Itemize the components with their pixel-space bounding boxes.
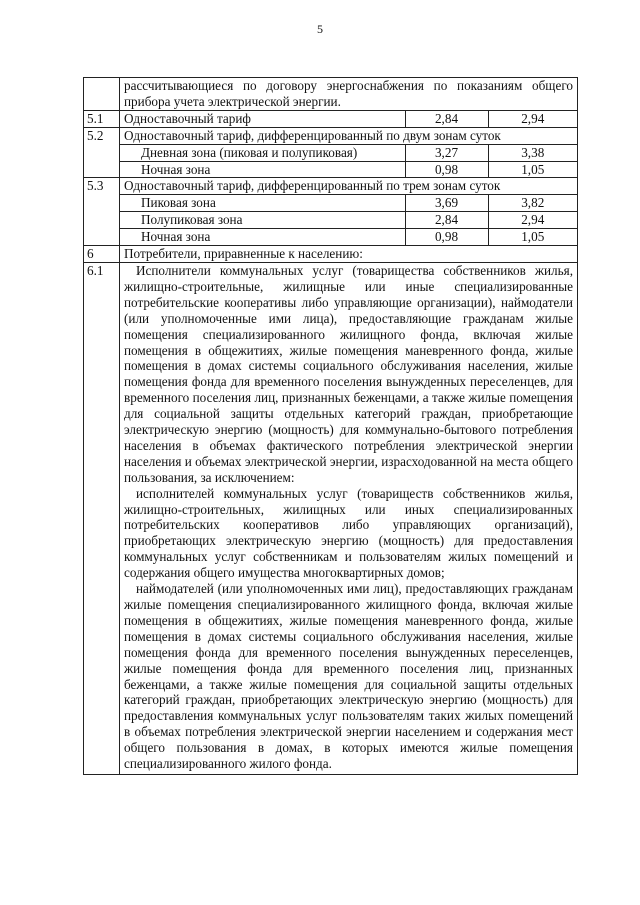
table-row: [84, 78, 578, 111]
sub-label: Пиковая зона: [120, 195, 405, 212]
value-cell: 2,94: [521, 110, 545, 126]
value-cell: 3,82: [488, 195, 577, 212]
row-number: 5.2: [84, 127, 120, 178]
row-number: 6.1: [84, 262, 120, 774]
continuation-text: рассчитывающиеся по договору энергоснабжения по показаниям общего прибора учета электрической энергии.: [120, 78, 578, 111]
row-number: 5.3: [84, 178, 120, 246]
value-cell: 3,38: [488, 144, 577, 161]
row-number: 5.1: [84, 110, 120, 127]
sub-row: [120, 195, 577, 212]
sub-row: [120, 144, 577, 161]
row-label: Одноставочный тариф: [120, 111, 405, 127]
value-cell: 2,84: [405, 212, 488, 229]
paragraph: наймодателей (или уполномоченных ими лиц), предоставляющих гражданам жилые помещения специализированного жилищного фонда, включая жилые помещения в общежитиях, жилые помещения маневренного фонда, жилые помещения в домах системы социального обслуживания населения, жилые помещения фонда для временного поселения вынужденных переселенцев, жилые помещения фонда для временного поселения лиц, признанных беженцами, а также жилые помещения для социальной защиты отдельных категорий граждан, приобретающих электрическую энергию (мощность) для предоставления коммунальных услуг пользователям таких жилых помещений в объемах потребления электрической энергии населением и содержания мест общего пользования в домах, в которых имеются жилые помещения специализированного жилого фонда.: [124, 581, 573, 772]
table-row: [84, 110, 578, 127]
row-number: 6: [84, 246, 120, 263]
value-cell: 2,84: [405, 111, 488, 127]
value-cell: 1,05: [488, 161, 577, 177]
value-cell: 3,69: [405, 195, 488, 212]
sub-label: Дневная зона (пиковая и полупиковая): [120, 144, 405, 161]
page-number: 5: [317, 22, 323, 36]
table-row: [84, 262, 578, 774]
sub-row: [120, 161, 577, 177]
paragraph: исполнителей коммунальных услуг (товариществ собственников жилья, жилищно-строительных, жилищных или иных специализированных потребительских кооперативов либо управляющих организаций), приобретающих электрическую энергию (мощность) для предоставления коммунальных услуг собственникам и пользователям жилых помещений и содержания общего имущества многоквартирных домов;: [124, 485, 573, 581]
row-label: Одноставочный тариф, дифференцированный по трем зонам суток: [124, 178, 501, 194]
value-cell: 2,94: [488, 212, 577, 229]
value-cell: 1,05: [488, 229, 577, 245]
sub-row: [120, 212, 577, 229]
sub-label: Ночная зона: [120, 161, 405, 177]
value-cell: 0,98: [405, 161, 488, 177]
tariff-table: [83, 77, 578, 775]
sub-row: [120, 229, 577, 245]
value-cell: 0,98: [405, 229, 488, 245]
value-cell: 3,27: [405, 144, 488, 161]
paragraph: Исполнители коммунальных услуг (товарищества собственников жилья, жилищно-строительные, жилищные или иные специализированные потребительские кооперативы либо управляющие организации), наймодатели (или уполномоченные ими лица), предоставляющие гражданам жилые помещения специализированного жилищного фонда, включая жилые помещения в общежитиях, жилые помещения маневренного фонда, жилые помещения в домах системы социального обслуживания населения, жилые помещения фонда для временного поселения вынужденных переселенцев, для временного поселения лиц, признанных беженцами, а также жилые помещения для социальной защиты отдельных категорий граждан, приобретающие электрическую энергию (мощность) для коммунально-бытового потребления населения в объемах фактического потребления электрической энергии населения и объемах электрической энергии, израсходованной на места общего пользования, за исключением:: [124, 262, 573, 485]
table-row: [84, 246, 578, 263]
table-row: [84, 178, 578, 246]
sub-label: Полупиковая зона: [120, 212, 405, 229]
row-label: Потребители, приравненные к населению:: [120, 246, 578, 263]
sub-label: Ночная зона: [120, 229, 405, 245]
row-label: Одноставочный тариф, дифференцированный по двум зонам суток: [124, 127, 501, 143]
table-row: [84, 127, 578, 178]
